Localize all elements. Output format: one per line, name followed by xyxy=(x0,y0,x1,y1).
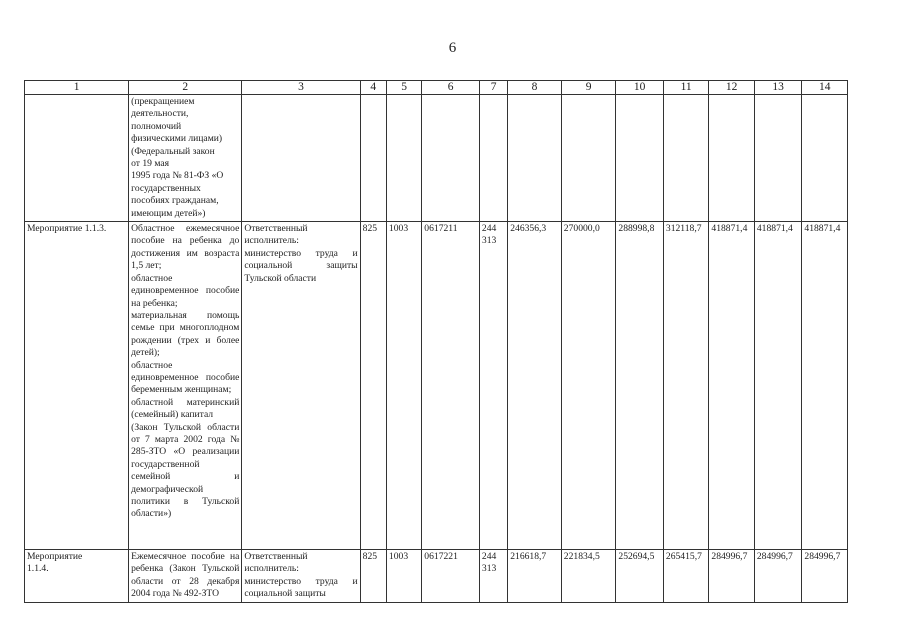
value-cell: 216618,7 xyxy=(508,550,562,603)
measure-name-cell xyxy=(25,95,129,222)
table-row xyxy=(25,222,848,550)
page-number: 6 xyxy=(448,40,457,56)
header-cell: 8 xyxy=(508,81,562,95)
header-cell: 4 xyxy=(360,81,386,95)
section-code-cell xyxy=(386,95,421,222)
header-cell: 13 xyxy=(754,81,802,95)
value-cell xyxy=(754,95,802,222)
value-cell xyxy=(663,95,708,222)
measure-name-cell: Мероприятие 1.1.4. xyxy=(25,550,129,603)
measure-name-cell: Мероприятие 1.1.3. xyxy=(25,222,129,550)
value-cell: 312118,7 xyxy=(663,222,708,550)
value-cell: 252694,5 xyxy=(616,550,664,603)
expense-type-cell: 244 313 xyxy=(479,222,507,550)
value-cell: 265415,7 xyxy=(663,550,708,603)
expense-type-cell: 244 313 xyxy=(479,550,507,603)
executor-cell: Ответственный исполнитель: министерство труда и социальной защиты Тульской области xyxy=(242,222,360,550)
value-cell xyxy=(709,95,754,222)
value-cell: 288998,8 xyxy=(616,222,664,550)
target-article-cell: 0617211 xyxy=(422,222,480,550)
value-cell: 246356,3 xyxy=(508,222,562,550)
value-cell: 270000,0 xyxy=(561,222,616,550)
value-cell: 284996,7 xyxy=(802,550,848,603)
header-row xyxy=(25,81,848,95)
target-article-cell: 0617221 xyxy=(422,550,480,603)
header-cell: 6 xyxy=(422,81,480,95)
grbs-code-cell xyxy=(360,95,386,222)
section-code-cell: 1003 xyxy=(386,550,421,603)
table-row xyxy=(25,95,848,222)
program-table xyxy=(24,80,848,603)
header-cell: 12 xyxy=(709,81,754,95)
measure-description-cell: (прекращением деятельности, полномочий физическими лицами) (Федеральный закон от 19 мая 1995 года № 81-ФЗ «О государственных пособиях гражданам, имеющим детей») xyxy=(129,95,242,222)
header-cell: 2 xyxy=(129,81,242,95)
expense-type-cell xyxy=(479,95,507,222)
value-cell: 418871,4 xyxy=(709,222,754,550)
measure-description-cell: Ежемесячное пособие на ребенка (Закон Тульской области от 28 декабря 2004 года № 492-ЗТО xyxy=(129,550,242,603)
header-cell: 11 xyxy=(663,81,708,95)
executor-cell: Ответственный исполнитель: министерство труда и социальной защиты xyxy=(242,550,360,603)
executor-cell xyxy=(242,95,360,222)
value-cell xyxy=(802,95,848,222)
value-cell xyxy=(616,95,664,222)
section-code-cell: 1003 xyxy=(386,222,421,550)
target-article-cell xyxy=(422,95,480,222)
header-cell: 9 xyxy=(561,81,616,95)
header-cell: 3 xyxy=(242,81,360,95)
value-cell xyxy=(561,95,616,222)
value-cell xyxy=(508,95,562,222)
grbs-code-cell: 825 xyxy=(360,550,386,603)
value-cell: 418871,4 xyxy=(754,222,802,550)
value-cell: 418871,4 xyxy=(802,222,848,550)
grbs-code-cell: 825 xyxy=(360,222,386,550)
measure-description-cell: Областное ежемесячное пособие на ребенка до достижения им возраста 1,5 лет; областное единовременное пособие на ребенка; материальная помощь семье при многоплодном рождении (трех и более детей); областное единовременное пособие беременным женщинам; областной материнский (семейный) капитал (Закон Тульской области от 7 марта 2002 года № 285-ЗТО «О реализации государственной семейной и демографической политики в Тульской области») xyxy=(129,222,242,550)
header-cell: 1 xyxy=(25,81,129,95)
value-cell: 284996,7 xyxy=(754,550,802,603)
value-cell: 221834,5 xyxy=(561,550,616,603)
header-cell: 14 xyxy=(802,81,848,95)
header-cell: 10 xyxy=(616,81,664,95)
header-cell: 7 xyxy=(479,81,507,95)
table-row xyxy=(25,550,848,603)
value-cell: 284996,7 xyxy=(709,550,754,603)
header-cell: 5 xyxy=(386,81,421,95)
